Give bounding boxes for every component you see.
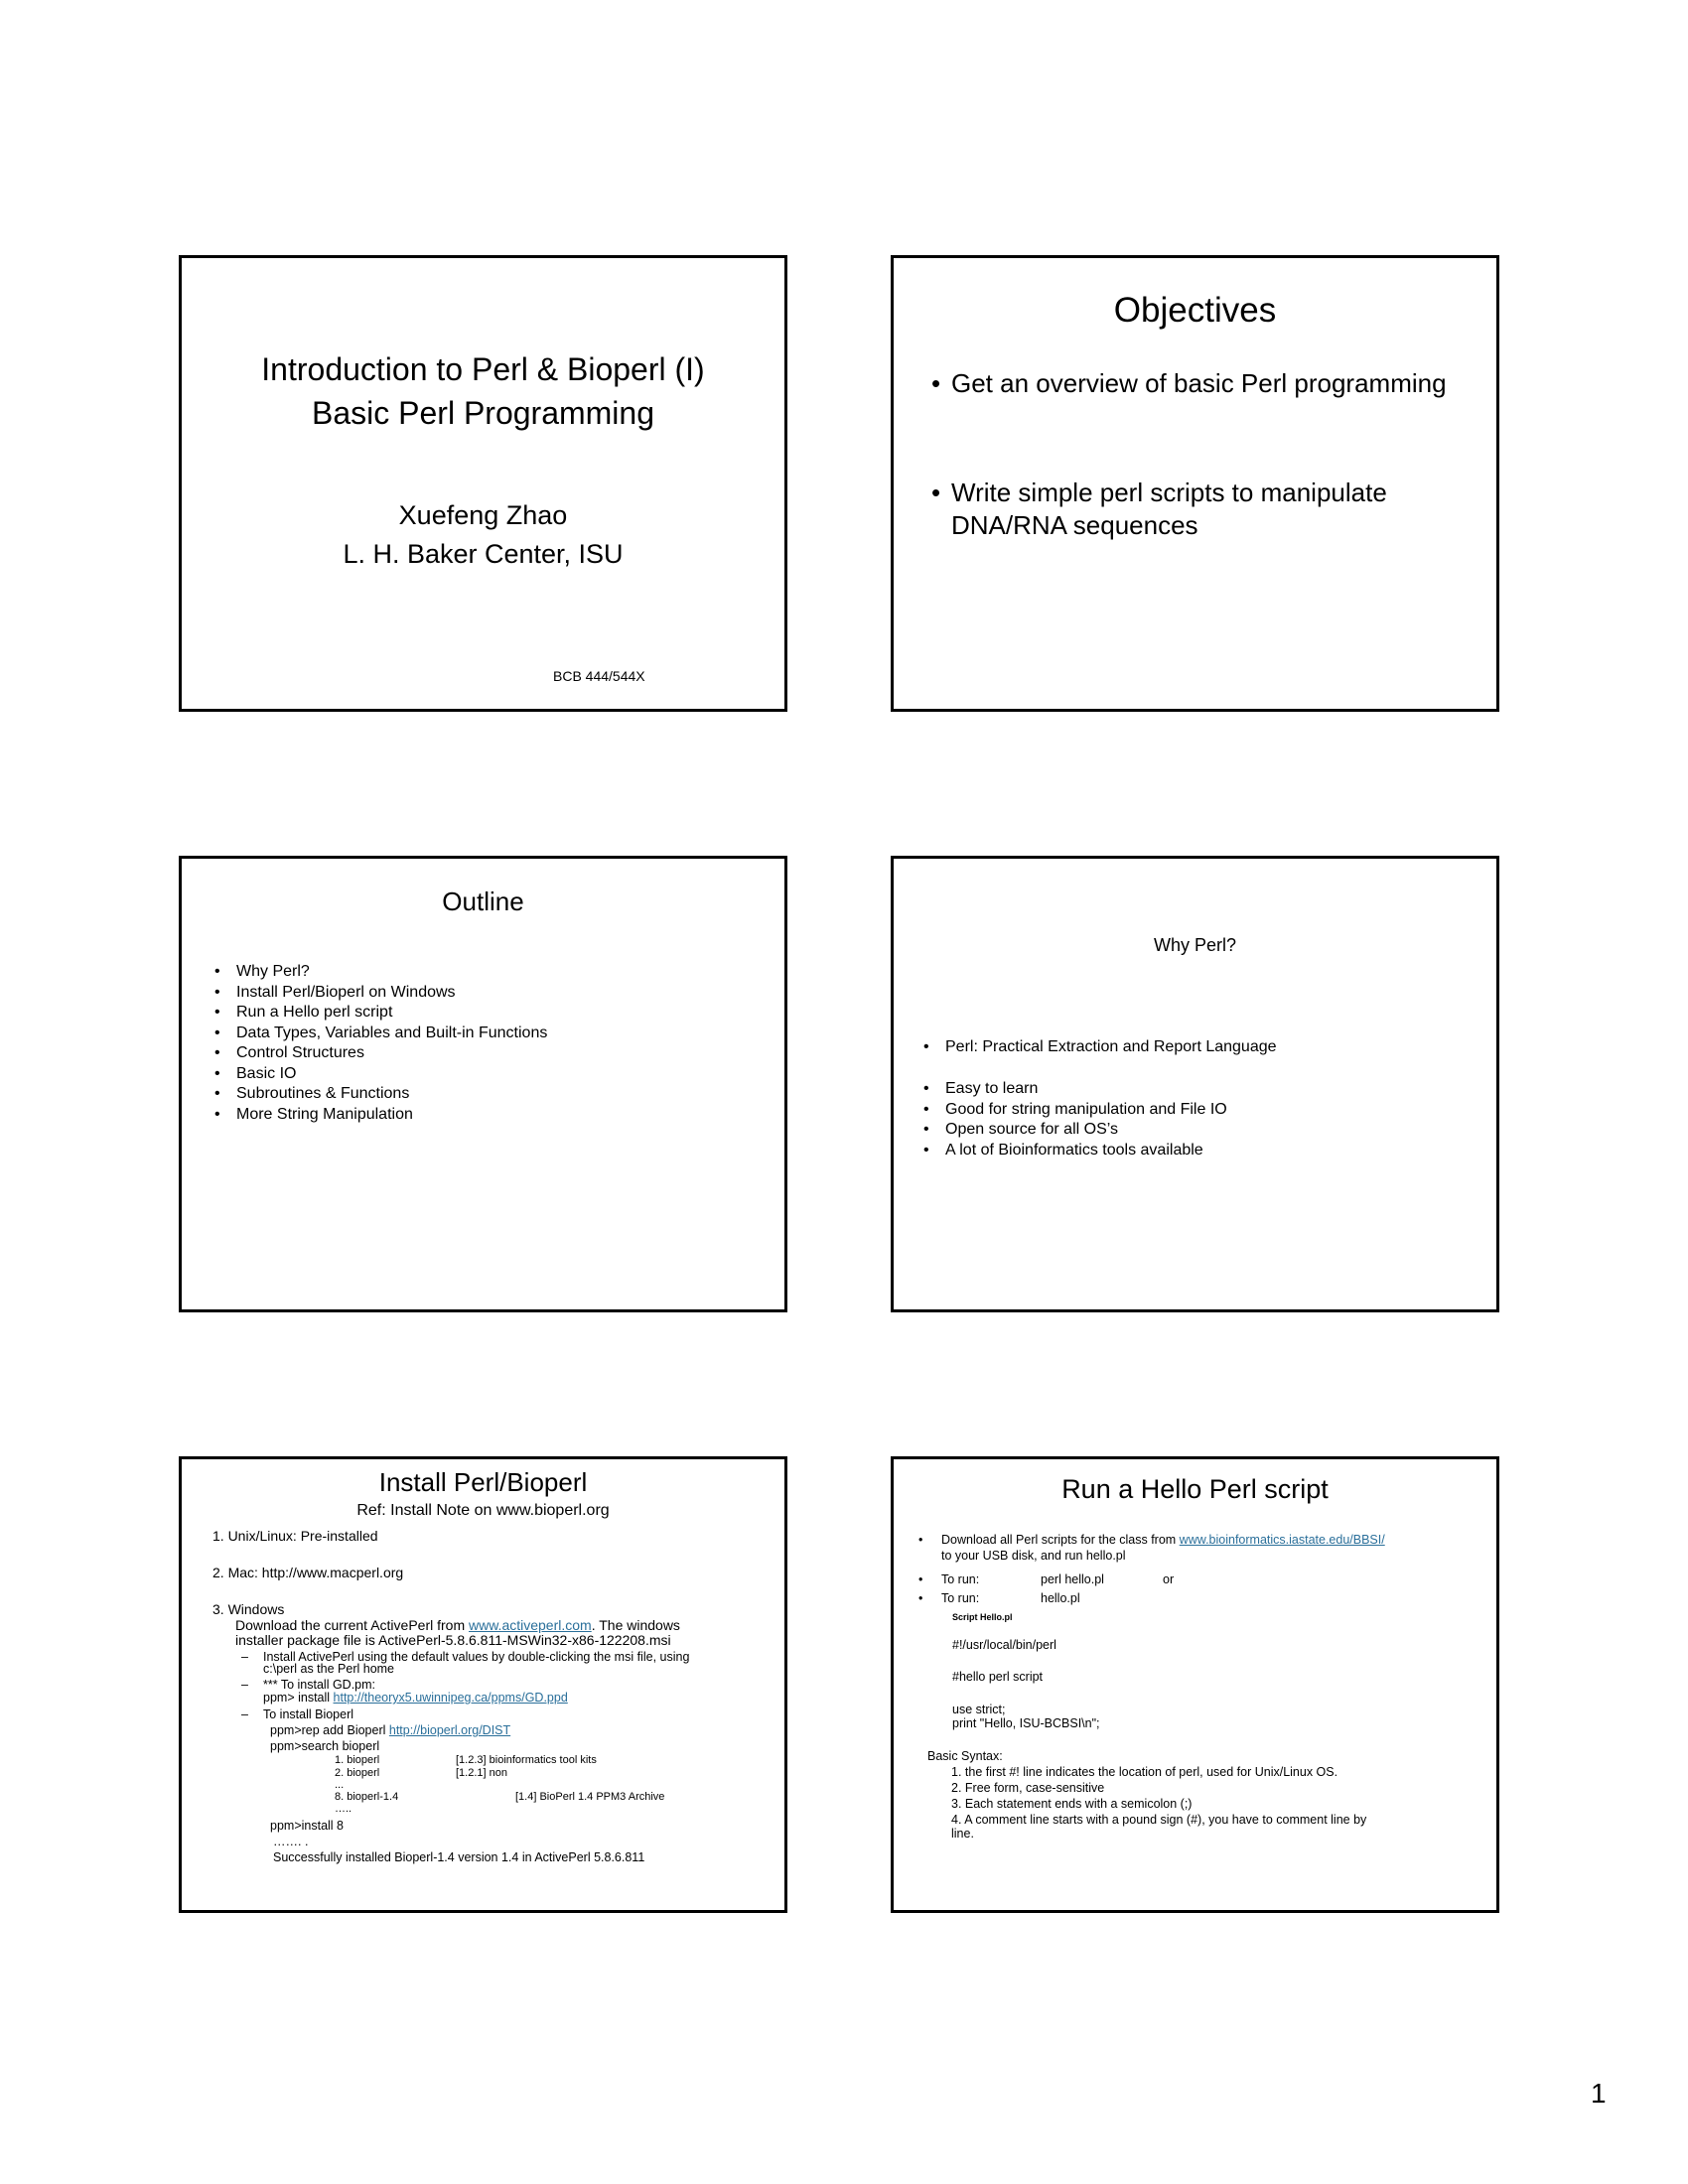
download-line: [941, 1533, 1385, 1547]
slide-heading: Install Perl/Bioperl: [378, 1467, 588, 1497]
unix-line: 1. Unix/Linux: Pre-installed: [212, 1528, 378, 1544]
dash-marker: –: [241, 1650, 248, 1664]
list-item: • Good for string manipulation and File IO: [923, 1100, 1227, 1121]
dash-item-text: c:\perl as the Perl home: [263, 1662, 395, 1676]
list-item: • Subroutines & Functions: [214, 1084, 547, 1105]
list-item: • A lot of Bioinformatics tools available: [923, 1141, 1227, 1161]
bullet-icon: •: [931, 368, 941, 398]
author-block: [182, 496, 784, 574]
slide-why-perl: [891, 856, 1499, 1312]
bullet-icon: •: [918, 1533, 923, 1547]
slide-objectives: [891, 255, 1499, 712]
dash-item-text: Install ActivePerl using the default values by double-clicking the msi file, using: [263, 1650, 690, 1664]
list-item: • Basic IO: [214, 1064, 547, 1085]
result-name: 1. bioperl: [335, 1754, 380, 1766]
activeperl-link[interactable]: www.activeperl.com: [469, 1617, 592, 1633]
bullet-icon: •: [918, 1591, 923, 1605]
slide-heading: Run a Hello Perl script: [1061, 1474, 1329, 1504]
intro-list: [923, 1037, 1277, 1058]
title-line-1: Introduction to Perl & Bioperl (I): [261, 351, 705, 387]
list-item: • Open source for all OS’s: [923, 1120, 1227, 1141]
code-line: use strict;: [952, 1703, 1006, 1716]
title-line-2: Basic Perl Programming: [312, 395, 654, 431]
slide-title-heading: [182, 347, 784, 435]
result-ellipsis: ...: [335, 1779, 345, 1791]
list-item: • More String Manipulation: [214, 1105, 547, 1126]
syntax-heading: Basic Syntax:: [927, 1749, 1003, 1763]
result-name: 2. bioperl: [335, 1767, 380, 1779]
syntax-item: 1. the first #! line indicates the location of perl, used for Unix/Linux OS.: [951, 1765, 1338, 1779]
dash-marker: –: [241, 1707, 248, 1721]
installer-line: installer package file is ActivePerl-5.8.6.811-MSWin32-x86-122208.msi: [235, 1632, 671, 1648]
bullet-item: [931, 367, 1468, 400]
code-line: #!/usr/local/bin/perl: [952, 1638, 1056, 1652]
bullet-icon: •: [918, 1572, 923, 1586]
run-command: hello.pl: [1041, 1591, 1080, 1605]
dash-marker: –: [241, 1678, 248, 1692]
bullet-item: [931, 477, 1468, 542]
syntax-item: 2. Free form, case-sensitive: [951, 1781, 1105, 1795]
ppm-install-gd-line: [263, 1691, 568, 1705]
list-item: • Easy to learn: [923, 1079, 1227, 1100]
download-line-2: to your USB disk, and run hello.pl: [941, 1549, 1126, 1563]
reasons-list: [923, 1079, 1227, 1160]
slide-subheading: Ref: Install Note on www.bioperl.org: [356, 1502, 610, 1519]
bullet-icon: •: [931, 478, 941, 507]
download-text-end: . The windows: [591, 1617, 680, 1633]
course-code: BCB 444/544X: [553, 668, 645, 684]
result-desc: [1.4] BioPerl 1.4 PPM3 Archive: [515, 1791, 665, 1803]
author-name: Xuefeng Zhao: [398, 500, 568, 530]
slide-heading: Why Perl?: [1153, 935, 1237, 955]
list-item: • Perl: Practical Extraction and Report Language: [923, 1037, 1277, 1058]
code-line: print "Hello, ISU-BCBSI\n";: [952, 1716, 1100, 1730]
download-text: Download all Perl scripts for the class from: [941, 1533, 1180, 1547]
result-name: 8. bioperl-1.4: [335, 1791, 399, 1803]
run-label: To run:: [941, 1591, 980, 1605]
download-text: Download the current ActivePerl from: [235, 1617, 469, 1633]
dash-item-text: To install Bioperl: [263, 1707, 354, 1721]
code-line: #hello perl script: [952, 1670, 1044, 1684]
result-desc: [1.2.1] non: [456, 1767, 507, 1779]
run-command: perl hello.pl: [1041, 1572, 1104, 1586]
bioperl-dist-link[interactable]: http://bioperl.org/DIST: [388, 1723, 511, 1737]
outline-list: [214, 962, 547, 1125]
list-item: • Run a Hello perl script: [214, 1003, 547, 1024]
slide-outline: [179, 856, 787, 1312]
install-dots: ……. .: [273, 1835, 309, 1848]
ppm-rep-text: ppm>rep add Bioperl: [270, 1723, 389, 1737]
ppm-search-line: ppm>search bioperl: [270, 1739, 380, 1753]
result-dots: …..: [335, 1803, 352, 1815]
bullet-text: Write simple perl scripts to manipulate DNA/RNA sequences: [951, 478, 1387, 540]
slide-install: [179, 1456, 787, 1913]
windows-heading: 3. Windows: [212, 1601, 285, 1617]
slide-heading: Objectives: [1113, 291, 1277, 330]
dash-item-text: *** To install GD.pm:: [263, 1678, 376, 1692]
author-affiliation: L. H. Baker Center, ISU: [343, 539, 624, 569]
page-number: 1: [1591, 2078, 1607, 2109]
list-item: • Data Types, Variables and Built-in Functions: [214, 1024, 547, 1044]
mac-line: 2. Mac: http://www.macperl.org: [212, 1565, 404, 1580]
list-item: • Control Structures: [214, 1043, 547, 1064]
syntax-item-continued: line.: [951, 1827, 974, 1841]
list-item: • Install Perl/Bioperl on Windows: [214, 983, 547, 1004]
slide-heading: Outline: [442, 887, 524, 916]
success-line: Successfully installed Bioperl-1.4 version 1.4 in ActivePerl 5.8.6.811: [273, 1850, 645, 1864]
script-label: Script Hello.pl: [952, 1612, 1013, 1622]
slide-title: [179, 255, 787, 712]
bullet-text: Get an overview of basic Perl programming: [951, 368, 1447, 398]
syntax-item: 4. A comment line starts with a pound sign (#), you have to comment line by: [951, 1813, 1367, 1827]
gd-ppd-link[interactable]: http://theoryx5.uwinnipeg.ca/ppms/GD.ppd: [333, 1691, 568, 1705]
run-label: To run:: [941, 1572, 980, 1586]
ppm-install-line: ppm>install 8: [270, 1819, 344, 1833]
ppm-install-text: ppm> install: [263, 1691, 334, 1705]
ppm-rep-line: [270, 1723, 510, 1737]
run-or: or: [1163, 1572, 1175, 1586]
result-desc: [1.2.3] bioinformatics tool kits: [456, 1754, 597, 1766]
slide-hello-script: [891, 1456, 1499, 1913]
bbsi-link[interactable]: www.bioinformatics.iastate.edu/BBSI/: [1179, 1533, 1385, 1547]
syntax-item: 3. Each statement ends with a semicolon (;): [951, 1797, 1193, 1811]
list-item: • Why Perl?: [214, 962, 547, 983]
